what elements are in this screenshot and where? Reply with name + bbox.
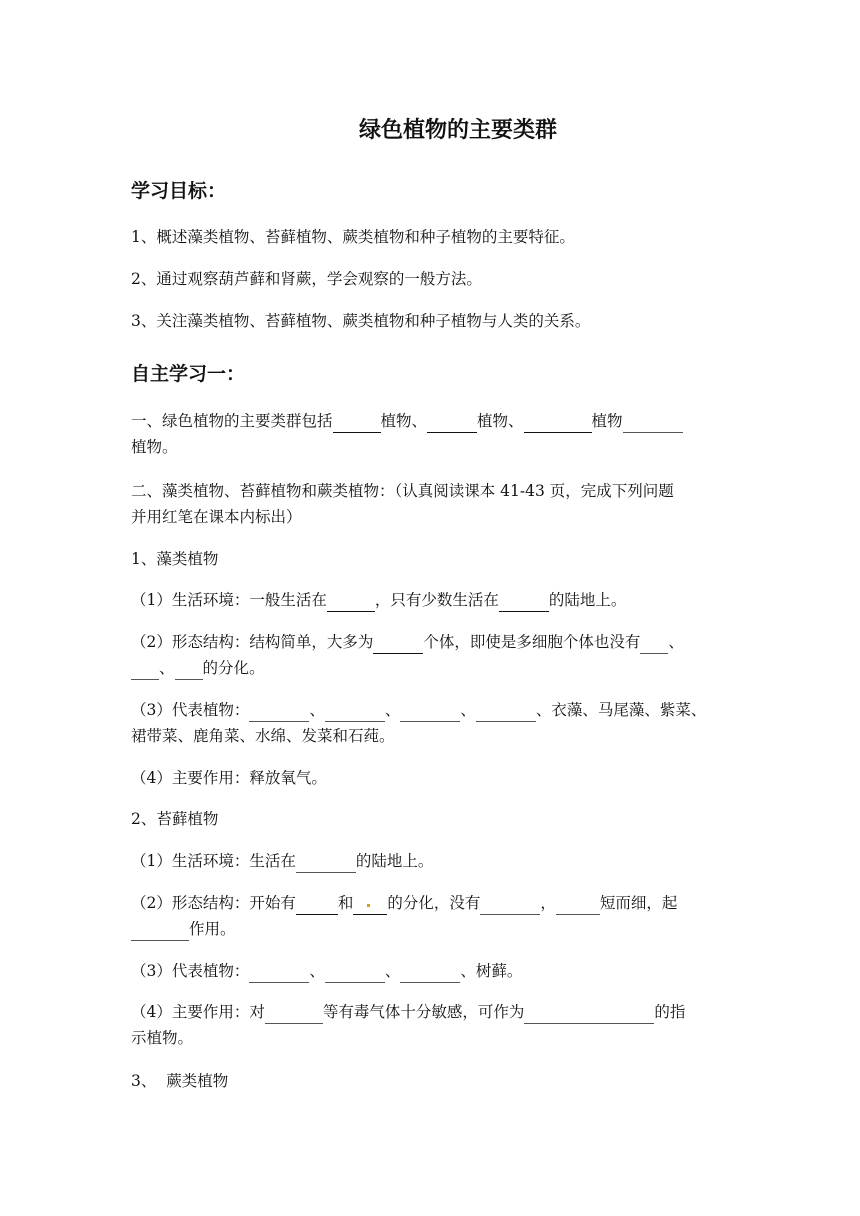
moss-rep-tail: 、树藓。 (460, 962, 523, 980)
algae-form-line-2 (131, 657, 265, 680)
algae-form-line-1 (131, 631, 684, 654)
fill-blank[interactable] (353, 892, 387, 915)
algae-env-text-a: （1）生活环境：一般生活在 (131, 591, 327, 609)
moss-use-text-b: 等有毒气体十分敏感，可作为 (322, 1003, 525, 1021)
moss-representatives (131, 960, 522, 983)
fill-blank[interactable] (373, 631, 423, 654)
moss-form-text-e: 短而细，起 (599, 894, 678, 912)
fill-blank[interactable] (333, 410, 381, 433)
fill-blank[interactable] (265, 1001, 323, 1024)
moss-rep-sep: 、 (384, 962, 401, 980)
moss-heading: 2、苔藓植物 (131, 810, 219, 828)
fill-blank[interactable] (249, 960, 309, 983)
moss-form-sep: ， (540, 894, 556, 912)
fill-blank[interactable] (131, 918, 189, 941)
q1-text-c: 植物、 (477, 412, 524, 430)
yellow-dot-mark (367, 904, 370, 907)
moss-env-text-a: （1）生活环境：生活在 (131, 852, 296, 870)
moss-env-text-b: 的陆地上。 (355, 852, 434, 870)
algae-form-text-a: （2）形态结构：结构简单，大多为 (131, 633, 374, 651)
fern-heading: 3、 蕨类植物 (131, 1072, 229, 1090)
algae-env-text-b: ，只有少数生活在 (374, 591, 499, 609)
algae-rep-text-a: （3）代表植物： (131, 701, 250, 719)
algae-rep-sep: 、 (309, 701, 325, 719)
algae-rep-sep: 、 (460, 701, 476, 719)
moss-use-text-c: 的指 (654, 1003, 686, 1021)
q1-text-d: 植物 (591, 412, 623, 430)
algae-environment (131, 589, 626, 612)
moss-rep-text-a: （3）代表植物： (131, 962, 250, 980)
algae-form-text-e: 的分化。 (202, 659, 265, 677)
moss-use-line-1 (131, 1001, 685, 1024)
goal-item-1: 1、概述藻类植物、苔藓植物、蕨类植物和种子植物的主要特征。 (131, 228, 575, 246)
moss-form-text-b: 和 (337, 894, 354, 912)
question-2-line-2: 并用红笔在课本内标出） (131, 508, 302, 526)
moss-form-line2-text: 作用。 (189, 920, 236, 938)
question-2-line-1: 二、藻类植物、苔藓植物和蕨类植物：（认真阅读课本 41-43 页，完成下列问题 (131, 482, 674, 500)
moss-form-line-2 (131, 918, 236, 941)
fill-blank[interactable] (325, 960, 385, 983)
moss-form-line-1 (131, 892, 677, 915)
fill-blank[interactable] (327, 589, 375, 612)
moss-use-text-a: （4）主要作用：对 (131, 1003, 265, 1021)
fill-blank[interactable] (296, 892, 338, 915)
fill-blank[interactable] (249, 699, 309, 722)
goal-item-3: 3、关注藻类植物、苔藓植物、蕨类植物和种子植物与人类的关系。 (131, 312, 591, 330)
algae-env-text-c: 的陆地上。 (548, 591, 627, 609)
fill-blank[interactable] (400, 960, 460, 983)
fill-blank[interactable] (400, 699, 460, 722)
fill-blank[interactable] (476, 699, 536, 722)
question-1-line-2: 植物。 (131, 438, 178, 456)
moss-environment (131, 850, 433, 873)
fill-blank[interactable] (480, 892, 540, 915)
fill-blank[interactable] (131, 657, 159, 680)
moss-form-text-a: （2）形态结构：开始有 (131, 894, 296, 912)
fill-blank[interactable] (175, 657, 203, 680)
algae-form-text-b: 个体，即使是多细胞个体也没有 (423, 633, 641, 651)
study1-heading: 自主学习一： (131, 363, 246, 385)
moss-form-text-c: 的分化，没有 (387, 894, 481, 912)
page-title: 绿色植物的主要类群 (358, 118, 557, 143)
goals-heading: 学习目标： (131, 180, 227, 202)
algae-use: （4）主要作用：释放氧气。 (131, 769, 327, 787)
fill-blank[interactable] (556, 892, 600, 915)
fill-blank[interactable] (623, 410, 683, 433)
fill-blank[interactable] (640, 631, 668, 654)
fill-blank[interactable] (524, 410, 592, 433)
moss-rep-sep: 、 (309, 962, 325, 980)
fill-blank[interactable] (524, 1001, 654, 1024)
goal-item-2: 2、通过观察葫芦藓和肾蕨，学会观察的一般方法。 (131, 270, 482, 288)
fill-blank[interactable] (296, 850, 356, 873)
algae-rep-sep: 、 (384, 701, 401, 719)
fill-blank[interactable] (325, 699, 385, 722)
question-1-line-1 (131, 410, 683, 433)
algae-form-sep: 、 (668, 633, 684, 651)
algae-form-sep: 、 (159, 659, 175, 677)
algae-heading: 1、藻类植物 (131, 550, 219, 568)
moss-use-line-2: 示植物。 (131, 1029, 194, 1047)
fill-blank[interactable] (427, 410, 477, 433)
q1-text-a: 一、绿色植物的主要类群包括 (131, 412, 333, 430)
algae-rep-tail: 、衣藻、马尾藻、紫菜、 (535, 701, 707, 719)
algae-representatives-line-1 (131, 699, 706, 722)
algae-representatives-line-2: 裙带菜、鹿角菜、水绵、发菜和石莼。 (131, 727, 395, 745)
fill-blank[interactable] (499, 589, 549, 612)
q1-text-b: 植物、 (380, 412, 428, 430)
